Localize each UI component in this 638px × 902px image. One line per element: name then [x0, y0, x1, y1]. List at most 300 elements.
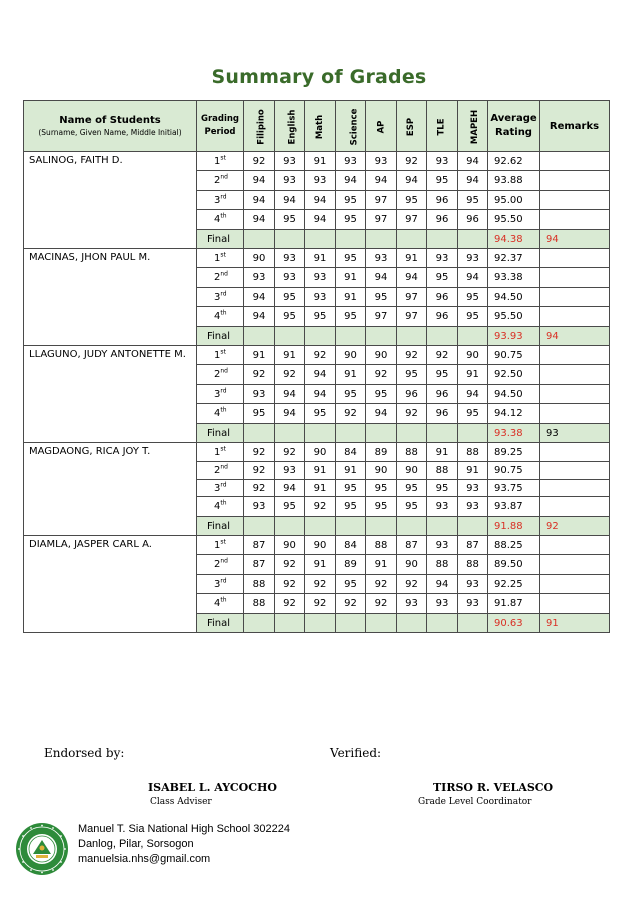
- grade-filipino: 88: [244, 575, 275, 594]
- grade-esp: 92: [397, 404, 427, 424]
- grading-period: [197, 385, 244, 404]
- final-empty-cell: [336, 517, 366, 536]
- grade-english: 92: [275, 575, 305, 594]
- grade-science: 92: [336, 594, 366, 614]
- remarks-cell: [540, 191, 610, 210]
- remarks-cell: [540, 268, 610, 288]
- average-rating: 93.88: [488, 171, 540, 191]
- average-rating: 89.25: [488, 443, 540, 462]
- grade-tle: 95: [427, 480, 458, 497]
- grading-period-suffix: nd: [220, 270, 228, 278]
- remarks-cell: [540, 443, 610, 462]
- grading-period-number: 1: [214, 155, 221, 167]
- grade-mapeh: 93: [458, 249, 488, 268]
- grading-period-number: 4: [214, 214, 221, 225]
- grading-period-number: 3: [214, 194, 221, 206]
- grading-period: [197, 443, 244, 462]
- remarks-cell: [540, 575, 610, 594]
- grading-period-suffix: rd: [220, 577, 227, 585]
- final-empty-cell: [366, 424, 397, 443]
- grade-esp: 95: [397, 365, 427, 385]
- grade-english: 95: [275, 288, 305, 307]
- grade-mapeh: 94: [458, 385, 488, 404]
- school-name: Manuel T. Sia National High School 302224: [78, 823, 290, 835]
- grade-filipino: 94: [244, 288, 275, 307]
- grade-esp: 87: [397, 536, 427, 555]
- header-subject-math: Math: [305, 101, 336, 152]
- final-empty-cell: [244, 230, 275, 249]
- grade-filipino: 90: [244, 249, 275, 268]
- header-subject-english: English: [275, 101, 305, 152]
- final-empty-cell: [366, 517, 397, 536]
- grade-math: 91: [305, 555, 336, 575]
- grade-filipino: 88: [244, 594, 275, 614]
- grade-ap: 90: [366, 346, 397, 365]
- coordinator-name: TIRSO R. VELASCO: [433, 781, 554, 794]
- coordinator-role: Grade Level Coordinator: [418, 797, 532, 807]
- final-empty-cell: [397, 327, 427, 346]
- final-empty-cell: [336, 424, 366, 443]
- remarks-cell: [540, 536, 610, 555]
- grade-filipino: 94: [244, 191, 275, 210]
- grade-esp: 92: [397, 575, 427, 594]
- grade-ap: 95: [366, 497, 397, 517]
- grading-period-number: 2: [214, 272, 221, 283]
- grade-esp: 97: [397, 210, 427, 230]
- grading-period: [197, 152, 244, 171]
- final-remarks: 94: [540, 327, 610, 346]
- final-average: 93.93: [488, 327, 540, 346]
- remarks-cell: [540, 480, 610, 497]
- header-average-rating: [488, 101, 540, 152]
- table-row: [24, 536, 610, 555]
- grading-period: [197, 480, 244, 497]
- grade-esp: 93: [397, 594, 427, 614]
- grade-tle: 88: [427, 555, 458, 575]
- header-grading-period: [197, 101, 244, 152]
- remarks-cell: [540, 288, 610, 307]
- grading-period-suffix: nd: [220, 463, 228, 471]
- grade-science: 95: [336, 307, 366, 327]
- grade-ap: 90: [366, 462, 397, 480]
- grade-mapeh: 93: [458, 480, 488, 497]
- grade-ap: 94: [366, 171, 397, 191]
- grading-period-suffix: th: [220, 596, 227, 604]
- final-label: Final: [197, 230, 244, 249]
- grade-math: 93: [305, 171, 336, 191]
- final-average: 91.88: [488, 517, 540, 536]
- grade-math: 91: [305, 249, 336, 268]
- grade-tle: 95: [427, 365, 458, 385]
- grade-math: 94: [305, 210, 336, 230]
- grading-period-suffix: nd: [220, 173, 228, 181]
- remarks-cell: [540, 462, 610, 480]
- grade-english: 93: [275, 171, 305, 191]
- grade-filipino: 93: [244, 497, 275, 517]
- grade-ap: 89: [366, 443, 397, 462]
- grading-period: [197, 307, 244, 327]
- average-rating: 95.50: [488, 307, 540, 327]
- grading-period-suffix: st: [220, 251, 226, 259]
- grading-period-number: 2: [214, 369, 221, 380]
- grading-period-suffix: rd: [220, 387, 227, 395]
- average-rating: 94.50: [488, 385, 540, 404]
- grading-period-suffix: nd: [220, 367, 228, 375]
- grade-ap: 97: [366, 191, 397, 210]
- header-average-line1: Average: [490, 113, 537, 124]
- remarks-cell: [540, 365, 610, 385]
- average-rating: 93.75: [488, 480, 540, 497]
- grade-tle: 91: [427, 443, 458, 462]
- grade-math: 91: [305, 480, 336, 497]
- grade-esp: 96: [397, 385, 427, 404]
- final-empty-cell: [275, 230, 305, 249]
- average-rating: 91.87: [488, 594, 540, 614]
- grading-period-number: 3: [214, 388, 221, 400]
- final-empty-cell: [336, 614, 366, 633]
- grade-ap: 95: [366, 288, 397, 307]
- final-empty-cell: [244, 614, 275, 633]
- average-rating: 93.38: [488, 268, 540, 288]
- grading-period-number: 2: [214, 559, 221, 570]
- final-empty-cell: [427, 230, 458, 249]
- grade-mapeh: 93: [458, 594, 488, 614]
- grade-tle: 93: [427, 536, 458, 555]
- grade-filipino: 87: [244, 536, 275, 555]
- grade-tle: 96: [427, 288, 458, 307]
- grade-mapeh: 94: [458, 152, 488, 171]
- grade-math: 92: [305, 346, 336, 365]
- grade-mapeh: 90: [458, 346, 488, 365]
- header-name-sub: (Surname, Given Name, Middle Initial): [38, 128, 182, 137]
- final-empty-cell: [397, 517, 427, 536]
- grade-math: 92: [305, 497, 336, 517]
- grading-period-number: 4: [214, 501, 221, 512]
- grade-english: 92: [275, 365, 305, 385]
- final-empty-cell: [305, 424, 336, 443]
- grade-esp: 88: [397, 443, 427, 462]
- grade-math: 91: [305, 462, 336, 480]
- school-address: Danlog, Pilar, Sorsogon: [78, 838, 194, 850]
- average-rating: 93.87: [488, 497, 540, 517]
- student-name: MAGDAONG, RICA JOY T.: [24, 443, 197, 536]
- grading-period-suffix: st: [220, 445, 226, 453]
- school-email[interactable]: manuelsia.nhs@gmail.com: [78, 853, 211, 865]
- endorsed-label: Endorsed by:: [44, 746, 125, 760]
- grade-tle: 93: [427, 152, 458, 171]
- grade-filipino: 95: [244, 404, 275, 424]
- grade-math: 91: [305, 152, 336, 171]
- average-rating: 89.50: [488, 555, 540, 575]
- school-seal-logo: [15, 822, 69, 876]
- average-rating: 92.50: [488, 365, 540, 385]
- final-empty-cell: [427, 517, 458, 536]
- final-empty-cell: [458, 230, 488, 249]
- average-rating: 90.75: [488, 462, 540, 480]
- grade-mapeh: 93: [458, 497, 488, 517]
- grade-math: 95: [305, 404, 336, 424]
- grade-tle: 96: [427, 210, 458, 230]
- grade-mapeh: 88: [458, 555, 488, 575]
- student-name: DIAMLA, JASPER CARL A.: [24, 536, 197, 633]
- average-rating: 95.50: [488, 210, 540, 230]
- grades-table: [23, 100, 610, 633]
- grade-ap: 88: [366, 536, 397, 555]
- grading-period-number: 1: [214, 252, 221, 264]
- grade-science: 91: [336, 288, 366, 307]
- grades-body: [24, 152, 610, 633]
- grading-period-suffix: nd: [220, 557, 228, 565]
- grading-period: [197, 575, 244, 594]
- remarks-cell: [540, 404, 610, 424]
- grade-mapeh: 88: [458, 443, 488, 462]
- final-empty-cell: [244, 517, 275, 536]
- grade-science: 91: [336, 365, 366, 385]
- grade-english: 94: [275, 385, 305, 404]
- grading-period-number: 3: [214, 291, 221, 303]
- grade-ap: 94: [366, 268, 397, 288]
- grade-esp: 95: [397, 497, 427, 517]
- grade-science: 95: [336, 191, 366, 210]
- final-label: Final: [197, 327, 244, 346]
- final-empty-cell: [275, 517, 305, 536]
- grade-english: 92: [275, 594, 305, 614]
- final-empty-cell: [427, 614, 458, 633]
- grading-period-number: 4: [214, 598, 221, 609]
- final-empty-cell: [275, 424, 305, 443]
- grade-mapeh: 91: [458, 365, 488, 385]
- grading-period: [197, 555, 244, 575]
- seal-book-icon: [36, 855, 48, 858]
- grade-english: 93: [275, 249, 305, 268]
- grade-science: 95: [336, 497, 366, 517]
- grading-period: [197, 365, 244, 385]
- grade-tle: 93: [427, 594, 458, 614]
- grade-filipino: 92: [244, 443, 275, 462]
- final-empty-cell: [397, 424, 427, 443]
- student-name: MACINAS, JHON PAUL M.: [24, 249, 197, 346]
- grading-period-number: 4: [214, 311, 221, 322]
- header-subject-science: Science: [336, 101, 366, 152]
- average-rating: 94.50: [488, 288, 540, 307]
- grade-mapeh: 96: [458, 210, 488, 230]
- final-empty-cell: [305, 230, 336, 249]
- header-name-main: Name of Students: [59, 115, 161, 126]
- grading-period-suffix: st: [220, 154, 226, 162]
- final-remarks: 93: [540, 424, 610, 443]
- grading-period: [197, 462, 244, 480]
- final-empty-cell: [336, 230, 366, 249]
- grade-math: 93: [305, 268, 336, 288]
- grade-filipino: 92: [244, 365, 275, 385]
- final-average: 94.38: [488, 230, 540, 249]
- grading-period: [197, 191, 244, 210]
- grade-esp: 97: [397, 307, 427, 327]
- grade-science: 92: [336, 404, 366, 424]
- grade-math: 92: [305, 594, 336, 614]
- grading-period-suffix: th: [220, 406, 227, 414]
- grade-english: 93: [275, 462, 305, 480]
- remarks-cell: [540, 210, 610, 230]
- grade-english: 94: [275, 191, 305, 210]
- final-empty-cell: [458, 614, 488, 633]
- grade-english: 90: [275, 536, 305, 555]
- grading-period-suffix: th: [220, 212, 227, 220]
- verified-label: Verified:: [330, 746, 382, 760]
- grading-period: [197, 404, 244, 424]
- grade-math: 95: [305, 307, 336, 327]
- grading-period: [197, 594, 244, 614]
- grade-science: 93: [336, 152, 366, 171]
- table-row: [24, 346, 610, 365]
- final-empty-cell: [305, 327, 336, 346]
- grade-math: 93: [305, 288, 336, 307]
- grade-ap: 93: [366, 152, 397, 171]
- grade-ap: 95: [366, 385, 397, 404]
- grade-science: 91: [336, 268, 366, 288]
- average-rating: 95.00: [488, 191, 540, 210]
- grade-science: 84: [336, 443, 366, 462]
- average-rating: 88.25: [488, 536, 540, 555]
- final-average: 93.38: [488, 424, 540, 443]
- grading-period-number: 4: [214, 408, 221, 419]
- grade-science: 95: [336, 480, 366, 497]
- grade-filipino: 93: [244, 268, 275, 288]
- remarks-cell: [540, 307, 610, 327]
- remarks-cell: [540, 594, 610, 614]
- table-row: [24, 152, 610, 171]
- final-label: Final: [197, 614, 244, 633]
- final-empty-cell: [458, 327, 488, 346]
- grade-mapeh: 95: [458, 404, 488, 424]
- grade-science: 89: [336, 555, 366, 575]
- grade-ap: 92: [366, 575, 397, 594]
- grade-mapeh: 94: [458, 171, 488, 191]
- grade-english: 95: [275, 307, 305, 327]
- grade-science: 91: [336, 462, 366, 480]
- grade-english: 95: [275, 210, 305, 230]
- grade-mapeh: 91: [458, 462, 488, 480]
- final-label: Final: [197, 424, 244, 443]
- student-name: SALINOG, FAITH D.: [24, 152, 197, 249]
- final-remarks: 91: [540, 614, 610, 633]
- final-empty-cell: [305, 517, 336, 536]
- grading-period-suffix: rd: [220, 193, 227, 201]
- page-title: Summary of Grades: [211, 66, 427, 88]
- grade-filipino: 94: [244, 171, 275, 191]
- final-empty-cell: [366, 230, 397, 249]
- grade-science: 95: [336, 249, 366, 268]
- average-rating: 92.37: [488, 249, 540, 268]
- average-rating: 94.12: [488, 404, 540, 424]
- final-empty-cell: [275, 614, 305, 633]
- grade-filipino: 91: [244, 346, 275, 365]
- grade-esp: 95: [397, 480, 427, 497]
- grade-tle: 96: [427, 404, 458, 424]
- grade-esp: 94: [397, 268, 427, 288]
- grade-tle: 95: [427, 268, 458, 288]
- grade-esp: 92: [397, 152, 427, 171]
- grade-tle: 96: [427, 191, 458, 210]
- grade-esp: 90: [397, 555, 427, 575]
- grade-science: 95: [336, 385, 366, 404]
- grading-period-number: 2: [214, 175, 221, 186]
- average-rating: 90.75: [488, 346, 540, 365]
- grading-period-suffix: rd: [220, 481, 227, 489]
- grading-period-suffix: rd: [220, 290, 227, 298]
- grade-mapeh: 87: [458, 536, 488, 555]
- grade-science: 90: [336, 346, 366, 365]
- header-subject-filipino: Filipino: [244, 101, 275, 152]
- grade-filipino: 92: [244, 480, 275, 497]
- table-row: [24, 443, 610, 462]
- header-name-of-students: [24, 101, 197, 152]
- final-empty-cell: [305, 614, 336, 633]
- grade-ap: 94: [366, 404, 397, 424]
- grade-math: 94: [305, 191, 336, 210]
- remarks-cell: [540, 497, 610, 517]
- grade-filipino: 87: [244, 555, 275, 575]
- grading-period-number: 1: [214, 539, 221, 551]
- grading-period-number: 3: [214, 482, 221, 494]
- grade-mapeh: 95: [458, 288, 488, 307]
- final-average: 90.63: [488, 614, 540, 633]
- grading-period-number: 2: [214, 465, 221, 476]
- grade-tle: 88: [427, 462, 458, 480]
- header-grading-line1: Grading: [200, 114, 240, 124]
- grading-period-number: 3: [214, 578, 221, 590]
- grade-tle: 96: [427, 307, 458, 327]
- grade-english: 94: [275, 480, 305, 497]
- grade-math: 92: [305, 575, 336, 594]
- final-remarks: 94: [540, 230, 610, 249]
- final-empty-cell: [366, 614, 397, 633]
- grade-esp: 91: [397, 249, 427, 268]
- grade-filipino: 94: [244, 210, 275, 230]
- grading-period-suffix: st: [220, 348, 226, 356]
- final-empty-cell: [336, 327, 366, 346]
- final-empty-cell: [458, 424, 488, 443]
- header-remarks: Remarks: [540, 101, 610, 152]
- grading-period: [197, 210, 244, 230]
- final-empty-cell: [427, 424, 458, 443]
- grade-math: 94: [305, 365, 336, 385]
- grade-filipino: 93: [244, 385, 275, 404]
- adviser-name: ISABEL L. AYCOCHO: [148, 781, 277, 794]
- grade-mapeh: 95: [458, 307, 488, 327]
- grading-period-suffix: th: [220, 499, 227, 507]
- grade-ap: 92: [366, 365, 397, 385]
- grade-english: 95: [275, 497, 305, 517]
- grade-tle: 96: [427, 385, 458, 404]
- grade-english: 92: [275, 555, 305, 575]
- grade-esp: 90: [397, 462, 427, 480]
- remarks-cell: [540, 385, 610, 404]
- grade-mapeh: 95: [458, 191, 488, 210]
- grade-english: 91: [275, 346, 305, 365]
- grading-period: [197, 288, 244, 307]
- grade-english: 93: [275, 152, 305, 171]
- grade-tle: 92: [427, 346, 458, 365]
- header-subject-mapeh: MAPEH: [458, 101, 488, 152]
- header-subject-esp: ESP: [397, 101, 427, 152]
- grade-filipino: 92: [244, 152, 275, 171]
- grade-english: 92: [275, 443, 305, 462]
- grade-esp: 92: [397, 346, 427, 365]
- grade-filipino: 94: [244, 307, 275, 327]
- final-empty-cell: [397, 230, 427, 249]
- grading-period: [197, 268, 244, 288]
